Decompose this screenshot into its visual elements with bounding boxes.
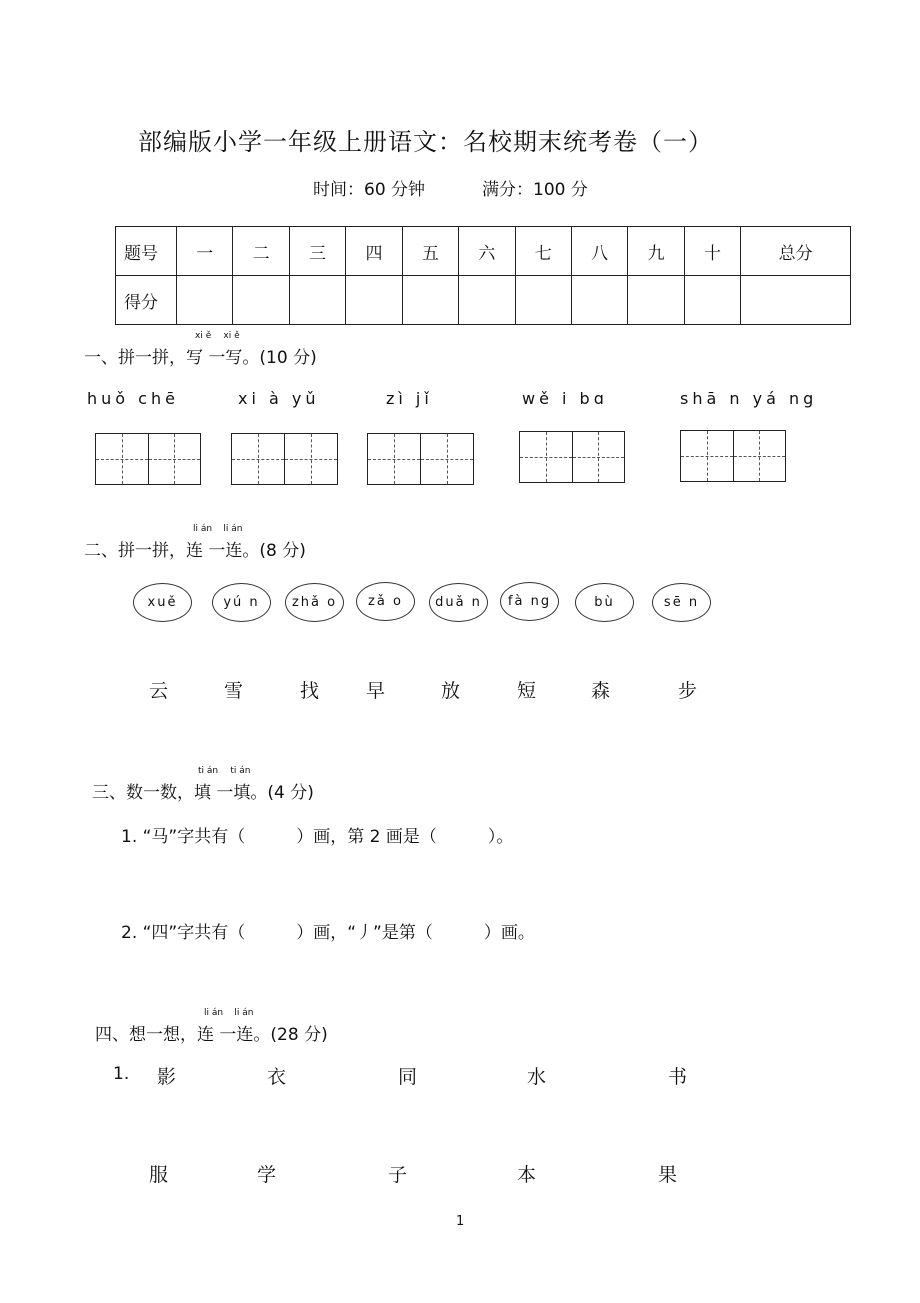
hanzi-char[interactable]: 放 bbox=[441, 680, 461, 702]
score-table-score-row bbox=[116, 276, 851, 325]
hanzi-char[interactable]: 短 bbox=[517, 680, 537, 702]
heading-text: 。(28 分) bbox=[253, 1025, 328, 1045]
table-cell: 总分 bbox=[741, 227, 851, 276]
section-3-heading bbox=[92, 766, 314, 803]
pinyin-label: huǒ chē bbox=[87, 389, 179, 408]
heading-text: 四、想一想， bbox=[95, 1025, 197, 1045]
grid-cell[interactable] bbox=[285, 434, 337, 484]
hanzi-char[interactable]: 雪 bbox=[224, 680, 244, 702]
hanzi-char[interactable]: 找 bbox=[300, 680, 320, 702]
pinyin-oval[interactable]: zǎ o bbox=[356, 582, 415, 621]
page-title: 部编版小学一年级上册语文：名校期末统考卷（一） bbox=[138, 128, 713, 156]
question-2: 2. “四”字共有（ ）画，“丿”是第（ ）画。 bbox=[121, 923, 535, 943]
table-cell: 八 bbox=[571, 227, 627, 276]
table-cell: 十 bbox=[684, 227, 740, 276]
hanzi-char[interactable]: 影 bbox=[157, 1066, 177, 1088]
heading-char: 连 bbox=[225, 541, 243, 561]
writing-grid[interactable] bbox=[367, 433, 474, 485]
hanzi-char[interactable]: 水 bbox=[527, 1066, 547, 1088]
heading-char: 填 bbox=[233, 783, 251, 803]
table-cell: 九 bbox=[628, 227, 684, 276]
table-cell: 一 bbox=[177, 227, 233, 276]
grid-cell[interactable] bbox=[421, 434, 473, 484]
score-input-cell[interactable] bbox=[177, 276, 233, 325]
question-number: 1. bbox=[113, 1064, 130, 1084]
ruby-char bbox=[186, 331, 212, 368]
grid-cell[interactable] bbox=[734, 431, 786, 481]
pinyin-label: xi à yǔ bbox=[238, 389, 320, 408]
hanzi-char[interactable]: 步 bbox=[678, 680, 698, 702]
ruby-char bbox=[230, 766, 251, 803]
table-cell: 四 bbox=[346, 227, 402, 276]
pinyin-ruby: li án bbox=[234, 1008, 254, 1018]
grid-cell[interactable] bbox=[232, 434, 285, 484]
score-table-header-row bbox=[116, 227, 851, 276]
heading-char: 写 bbox=[186, 348, 203, 368]
writing-grid[interactable] bbox=[231, 433, 338, 485]
heading-text: 。(8 分) bbox=[242, 541, 306, 561]
score-input-cell[interactable] bbox=[515, 276, 571, 325]
pinyin-ruby: xi ě bbox=[195, 331, 212, 341]
writing-grid[interactable] bbox=[519, 431, 625, 483]
writing-grid[interactable] bbox=[95, 433, 201, 485]
hanzi-char[interactable]: 本 bbox=[517, 1164, 537, 1186]
table-cell: 六 bbox=[459, 227, 515, 276]
heading-text: 。(4 分) bbox=[250, 783, 314, 803]
pinyin-oval[interactable]: fà ng bbox=[500, 582, 559, 621]
heading-text: 三、数一数， bbox=[92, 783, 194, 803]
pinyin-oval[interactable]: xuě bbox=[133, 583, 192, 622]
heading-text: 一、拼一拼， bbox=[84, 348, 186, 368]
score-input-cell[interactable] bbox=[571, 276, 627, 325]
grid-cell[interactable] bbox=[573, 432, 625, 482]
pinyin-oval[interactable]: sē n bbox=[652, 583, 711, 622]
hanzi-char[interactable]: 森 bbox=[591, 680, 611, 702]
hanzi-char[interactable]: 服 bbox=[149, 1164, 169, 1186]
pinyin-ruby: ti án bbox=[230, 766, 251, 776]
pinyin-oval[interactable]: bù bbox=[575, 583, 634, 622]
heading-text: 一 bbox=[208, 348, 226, 368]
writing-grid[interactable] bbox=[680, 430, 786, 482]
heading-char: 写 bbox=[225, 348, 243, 368]
pinyin-label: shā n yá ng bbox=[680, 389, 818, 408]
heading-text: 一 bbox=[208, 541, 226, 561]
heading-char: 连 bbox=[197, 1025, 214, 1045]
exam-full-score: 满分：100 分 bbox=[482, 180, 588, 200]
page-number: 1 bbox=[456, 1214, 465, 1229]
ruby-char bbox=[197, 1008, 224, 1045]
score-input-cell[interactable] bbox=[346, 276, 402, 325]
score-table bbox=[115, 226, 851, 325]
section-1-heading bbox=[84, 331, 317, 368]
grid-cell[interactable] bbox=[149, 434, 201, 484]
pinyin-label: zì jǐ bbox=[386, 389, 433, 408]
heading-text: 一 bbox=[216, 783, 234, 803]
section-2-heading bbox=[84, 524, 306, 561]
pinyin-oval[interactable]: duǎ n bbox=[429, 583, 488, 622]
table-cell: 三 bbox=[289, 227, 345, 276]
ruby-char bbox=[223, 524, 243, 561]
table-cell: 二 bbox=[233, 227, 289, 276]
exam-time: 时间：60 分钟 bbox=[313, 180, 426, 200]
hanzi-char[interactable]: 学 bbox=[257, 1164, 277, 1186]
pinyin-oval[interactable]: zhǎ o bbox=[285, 583, 344, 622]
ruby-char bbox=[223, 331, 243, 368]
ruby-char bbox=[186, 524, 213, 561]
hanzi-char[interactable]: 早 bbox=[366, 680, 386, 702]
score-input-cell[interactable] bbox=[459, 276, 515, 325]
ruby-char bbox=[194, 766, 219, 803]
score-input-cell[interactable] bbox=[741, 276, 851, 325]
score-input-cell[interactable] bbox=[289, 276, 345, 325]
hanzi-char[interactable]: 同 bbox=[398, 1066, 418, 1088]
grid-cell[interactable] bbox=[681, 431, 734, 481]
hanzi-char[interactable]: 书 bbox=[668, 1066, 688, 1088]
pinyin-ruby: ti án bbox=[198, 766, 219, 776]
heading-text: 二、拼一拼， bbox=[84, 541, 186, 561]
pinyin-ruby: li án bbox=[223, 524, 243, 534]
heading-text: 一 bbox=[219, 1025, 237, 1045]
hanzi-char[interactable]: 衣 bbox=[267, 1066, 287, 1088]
heading-text: 。(10 分) bbox=[242, 348, 317, 368]
heading-char: 填 bbox=[194, 783, 211, 803]
score-input-cell[interactable] bbox=[684, 276, 740, 325]
heading-char: 连 bbox=[236, 1025, 254, 1045]
section-4-heading bbox=[95, 1008, 328, 1045]
hanzi-char[interactable]: 果 bbox=[658, 1164, 678, 1186]
table-cell: 题号 bbox=[116, 227, 177, 276]
hanzi-char[interactable]: 云 bbox=[149, 680, 169, 702]
table-cell: 五 bbox=[402, 227, 458, 276]
score-input-cell[interactable] bbox=[628, 276, 684, 325]
ruby-char bbox=[234, 1008, 254, 1045]
pinyin-label: wě i bɑ bbox=[522, 389, 608, 408]
score-input-cell[interactable] bbox=[233, 276, 289, 325]
pinyin-ruby: li án bbox=[204, 1008, 224, 1018]
table-cell: 七 bbox=[515, 227, 571, 276]
grid-cell[interactable] bbox=[96, 434, 149, 484]
table-cell: 得分 bbox=[116, 276, 177, 325]
pinyin-ruby: xi ě bbox=[223, 331, 240, 341]
pinyin-oval[interactable]: yú n bbox=[212, 583, 271, 622]
question-1: 1. “马”字共有（ ）画，第 2 画是（ ）。 bbox=[121, 827, 514, 847]
pinyin-ruby: li án bbox=[193, 524, 213, 534]
grid-cell[interactable] bbox=[368, 434, 421, 484]
score-input-cell[interactable] bbox=[402, 276, 458, 325]
grid-cell[interactable] bbox=[520, 432, 573, 482]
hanzi-char[interactable]: 子 bbox=[388, 1164, 408, 1186]
heading-char: 连 bbox=[186, 541, 203, 561]
